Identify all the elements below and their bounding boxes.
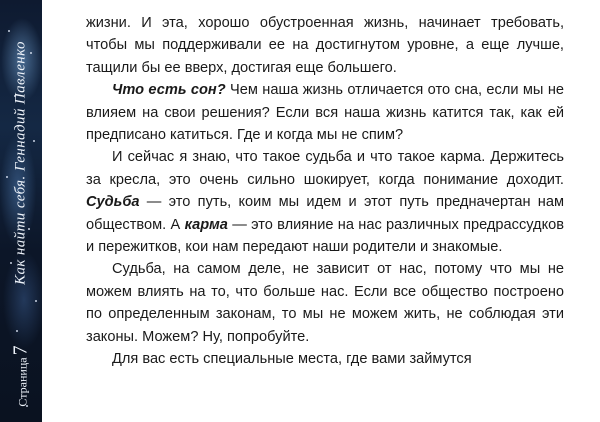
page-indicator xyxy=(10,345,33,406)
emphasis: Судьба xyxy=(86,194,140,211)
page-number: 7 xyxy=(9,345,32,356)
page-body xyxy=(86,12,564,371)
emphasis: Что есть сон? xyxy=(112,82,226,99)
star-decoration xyxy=(30,52,32,54)
sidebar-strip xyxy=(0,0,42,422)
star-decoration xyxy=(8,30,10,32)
book-title: Как найти себя. Геннадий Павленко xyxy=(12,41,29,285)
star-decoration xyxy=(35,300,37,302)
paragraph-text: И сейчас я знаю, что такое судьба и что такое карма. Держитесь за кресла, это очень сильно шокирует, когда понимание доходит. xyxy=(86,149,564,188)
paragraph-text: Чем наша жизнь отличается ото сна, если мы не влияем на свои решения? Если вся наша жизнь катится так, как ей предписано катиться. Где и когда мы не спим? xyxy=(86,82,564,144)
paragraph-text: — это влияние на нас различных предрассудков и пережитков, кои нам передают наши родители и знакомые. xyxy=(86,216,564,256)
paragraph xyxy=(86,79,564,146)
paragraph: жизни. И эта, хорошо обустроенная жизнь, начинает требовать, чтобы мы поддерживали ее на достигнутом уровне, а еще лучше, тащили бы ее вверх, достигая еще большего. xyxy=(86,15,564,76)
paragraph-text: — это путь, коим мы идем и этот путь предначертан нам обществом. А xyxy=(86,194,564,233)
star-decoration xyxy=(6,176,8,178)
paragraph: Судьба, на самом деле, не зависит от нас, потому что мы не можем влиять на то, что больше нас. Если все общество построено по определенным законам, то мы не можем жить, не соблюдая эти законы. Можем? Ну, попробуйте. xyxy=(86,261,564,345)
paragraph xyxy=(86,146,564,258)
star-decoration xyxy=(33,140,35,142)
page-label: Страница xyxy=(15,357,30,407)
star-decoration xyxy=(16,330,18,332)
emphasis: карма xyxy=(184,216,228,233)
paragraph: Для вас есть специальные места, где вами займутся xyxy=(112,351,472,368)
